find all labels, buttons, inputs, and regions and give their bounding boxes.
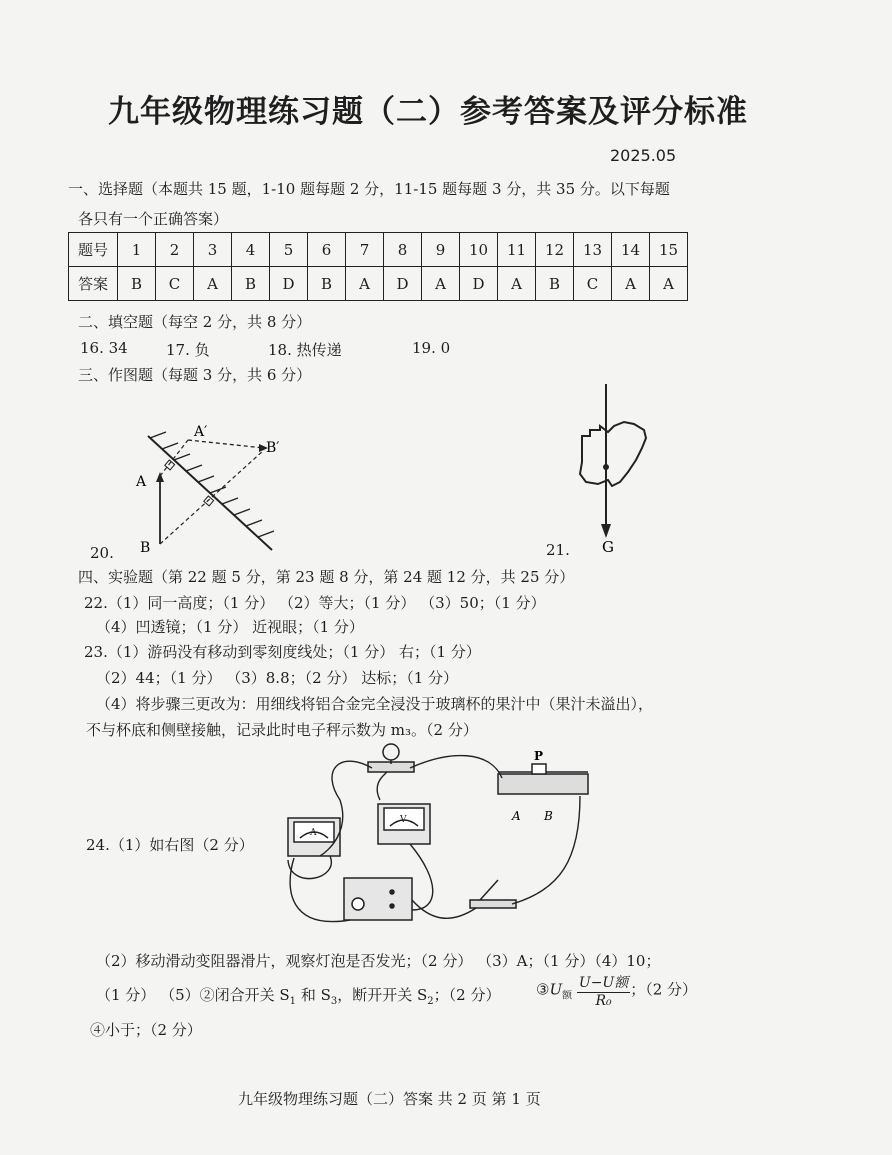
voltmeter	[378, 804, 430, 844]
ammeter	[288, 818, 340, 856]
answer-cell: A	[612, 267, 650, 301]
svg-text:A: A	[310, 828, 317, 838]
fill-answer-16: 16. 34	[80, 339, 128, 357]
answer-cell: C	[574, 267, 612, 301]
label-g: G	[602, 538, 614, 556]
fill-answer-17: 17. 负	[166, 341, 210, 359]
question-number-cell: 7	[346, 233, 384, 267]
answer-cell: A	[498, 267, 536, 301]
formula-numerator: U−U额	[577, 972, 630, 993]
mirror-hatch	[150, 432, 274, 537]
question-number-cell: 11	[498, 233, 536, 267]
label-b-prime: B′	[266, 440, 280, 456]
row-label-questions: 题号	[69, 233, 118, 267]
image-arrow	[188, 440, 264, 448]
label-b: B	[140, 540, 151, 556]
q24-text-a: （1 分） （5）②闭合开关 S	[96, 986, 290, 1004]
rheostat	[498, 764, 588, 794]
formula-fraction	[577, 972, 630, 1009]
svg-text:V: V	[400, 815, 407, 825]
switch	[470, 880, 516, 908]
answer-cell: B	[232, 267, 270, 301]
question-number-cell: 15	[650, 233, 688, 267]
answer-cell: D	[270, 267, 308, 301]
answer-cell: A	[650, 267, 688, 301]
question-number-cell: 3	[194, 233, 232, 267]
object-arrowhead	[156, 472, 164, 482]
question-number-cell: 10	[460, 233, 498, 267]
rheostat-label-a: A	[512, 809, 521, 823]
q24-line4: ④小于；（2 分）	[90, 1021, 202, 1039]
formula-u: U	[549, 980, 563, 999]
answer-cell: A	[422, 267, 460, 301]
q24-formula	[536, 972, 697, 1009]
mirror-diagram	[80, 410, 290, 560]
question-number-cell: 1	[118, 233, 156, 267]
question-number-cell: 9	[422, 233, 460, 267]
gravity-arrowhead	[601, 524, 611, 538]
question-number-cell: 6	[308, 233, 346, 267]
figure-20-number: 20.	[90, 544, 114, 562]
table-row-answers	[69, 267, 688, 301]
question-number-cell: 2	[156, 233, 194, 267]
answer-cell: B	[536, 267, 574, 301]
q22-line2: （4）凹透镜；（1 分） 近视眼；（1 分）	[96, 618, 364, 636]
center-of-gravity	[603, 464, 609, 470]
q24-line2: （2）移动滑动变阻器滑片，观察灯泡是否发光；（2 分） （3）A；（1 分）（4）10；	[96, 952, 661, 970]
section4-heading: 四、实验题（第 22 题 5 分，第 23 题 8 分，第 24 题 12 分，共 25 分）	[78, 568, 575, 586]
question-number-cell: 13	[574, 233, 612, 267]
answer-cell: A	[194, 267, 232, 301]
formula-denominator: R₀	[595, 993, 612, 1009]
answer-cell: A	[346, 267, 384, 301]
answer-cell: B	[118, 267, 156, 301]
question-number-cell: 4	[232, 233, 270, 267]
question-number-cell: 14	[612, 233, 650, 267]
perpendicular-a	[160, 440, 188, 476]
date-label: 2025.05	[610, 146, 677, 165]
figure-21-number: 21.	[546, 541, 570, 559]
formula-prefix: ③	[536, 980, 550, 999]
gravity-diagram	[568, 380, 658, 560]
answer-cell: D	[384, 267, 422, 301]
section3-heading: 三、作图题（每题 3 分，共 6 分）	[78, 366, 312, 384]
rheostat-label-p: P	[534, 749, 544, 763]
fill-answer-19: 19. 0	[412, 339, 451, 357]
circuit-diagram	[280, 740, 600, 940]
section1-heading-line1: 一、选择题（本题共 15 题，1-10 题每题 2 分，11-15 题每题 3 分，共 35 分。以下每题	[68, 180, 670, 198]
question-number-cell: 5	[270, 233, 308, 267]
perpendicular-b	[160, 450, 264, 544]
question-number-cell: 8	[384, 233, 422, 267]
answer-cell: D	[460, 267, 498, 301]
answer-table	[68, 232, 688, 301]
rheostat-label-b: B	[544, 809, 553, 823]
page-footer: 九年级物理练习题（二）答案 共 2 页 第 1 页	[238, 1090, 541, 1108]
page-title: 九年级物理练习题（二）参考答案及评分标准	[108, 94, 748, 130]
q24-sub-1: 1	[289, 996, 297, 1007]
lamp	[368, 744, 414, 772]
q24-label: 24.（1）如右图（2 分）	[86, 836, 254, 854]
q23-line4: 不与杯底和侧壁接触，记录此时电子秤示数为 m₃。（2 分）	[86, 721, 478, 739]
irregular-object	[580, 422, 646, 486]
label-a: A	[136, 474, 147, 490]
row-label-answers: 答案	[69, 267, 118, 301]
section2-heading: 二、填空题（每空 2 分，共 8 分）	[78, 313, 312, 331]
section1-heading-line2: 各只有一个正确答案）	[78, 210, 229, 228]
q24-sub-3: 3	[330, 996, 338, 1007]
q24-text-b: 和 S	[296, 986, 331, 1004]
q24-text-d: ；（2 分）	[433, 986, 501, 1004]
answer-cell: B	[308, 267, 346, 301]
q24-line3	[96, 984, 500, 1007]
label-a-prime: A′	[194, 424, 208, 440]
formula-suffix: ；（2 分）	[630, 980, 698, 999]
q23-line3: （4）将步骤三更改为：用细线将铝合金完全浸没于玻璃杯的果汁中（果汁未溢出），	[96, 695, 654, 713]
answer-cell: C	[156, 267, 194, 301]
formula-u-sub: 额	[562, 990, 573, 1002]
q22-line1: 22.（1）同一高度；（1 分） （2）等大；（1 分） （3）50；（1 分）	[84, 594, 546, 612]
question-number-cell: 12	[536, 233, 574, 267]
q23-line1: 23.（1）游码没有移动到零刻度线处；（1 分） 右；（1 分）	[84, 643, 481, 661]
q24-sub-2: 2	[427, 996, 434, 1007]
power-supply	[344, 878, 412, 920]
table-row-questions	[69, 233, 688, 267]
q24-text-c: ，断开开关 S	[337, 986, 428, 1004]
q23-line2: （2）44；（1 分） （3）8.8；（2 分） 达标；（1 分）	[96, 669, 459, 687]
fill-answer-18: 18. 热传递	[268, 341, 342, 359]
